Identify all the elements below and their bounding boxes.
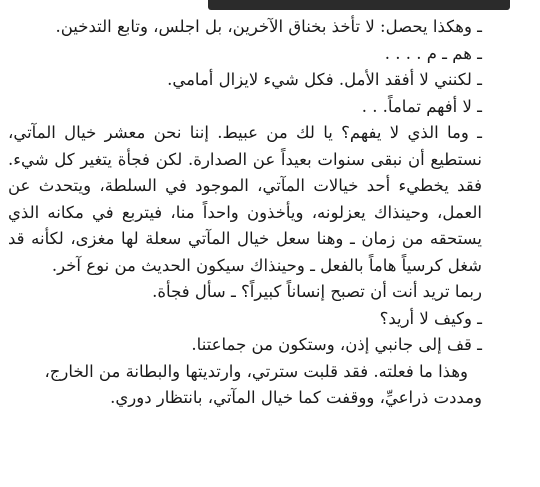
paragraph-10: ومددت ذراعيِّ، ووقفت كما خيال المآتي، بانتظار دوري. <box>110 388 482 407</box>
clipped-top-line <box>8 6 482 14</box>
paragraph-4: ـ لا أفهم تماماً. . . <box>361 96 482 116</box>
paragraph-3: ـ لكنني لا أفقد الأمل. فكل شيء لايزال أمامي. <box>167 70 482 89</box>
paragraph-2: ـ هم ـ م . . . . <box>384 43 482 63</box>
paragraph-6: ربما تريد أنت أن تصبح إنساناً كبيراً؟ ـ سأل فجأة. <box>152 282 482 301</box>
paragraph-7: ـ وكيف لا أريد؟ <box>379 308 482 328</box>
paragraph-5: ـ وما الذي لا يفهم؟ يا لك من عبيط. إننا نحن معشر خيال المآتي، نستطيع أن نبقى سنوات بعيداً عن الصدارة. لكن فجأة يتغير كل شيء. فقد يخطيء أحد خيالات المآتي، الموجود في السلطة، ويتحدث عن العمل، وحينذاك يعزلونه، ويأخذون واحداً منا، فيتربع في مكانه الذي يستحقه من زمان ـ وهنا سعل خيال المآتي سعلة لها مغزى، لكأنه قد شغل كرسياً هاماً بالفعل ـ وحينذاك سيكون الحديث من نوع آخر. <box>8 123 482 275</box>
paragraph-1: ـ وهكذا يحصل: لا تأخذ بخناق الآخرين، بل اجلس، وتابع التدخين. <box>55 17 482 36</box>
paragraph-9: وهذا ما فعلته. فقد قلبت سترتي، وارتديتها والبطانة من الخارج، <box>44 361 468 381</box>
document-text <box>8 6 482 412</box>
paragraph-8: ـ قف إلى جانبي إذن، وستكون من جماعتنا. <box>191 335 482 354</box>
